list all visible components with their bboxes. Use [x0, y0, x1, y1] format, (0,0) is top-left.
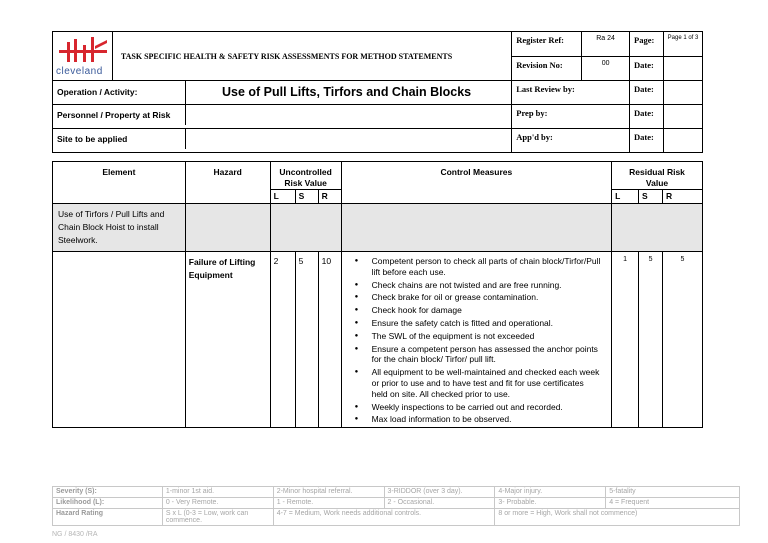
- severity-2: 2-Minor hospital referral.: [273, 487, 384, 498]
- likelihood-label: Likelihood (L):: [53, 498, 163, 509]
- control-item: ● Competent person to check all parts of chain block/Tirfor/Pull lift before each use.: [372, 256, 601, 278]
- footer-legend: [52, 486, 740, 526]
- severity-1: 1-minor 1st aid.: [162, 487, 273, 498]
- control-item: ● All equipment to be well-maintained and checked each week or prior to use and to have test and fit for use certificates held on site. All checked prior to use.: [372, 367, 601, 399]
- rating-high: 8 or more = High, Work shall not commence): [495, 509, 740, 526]
- control-item: ● Check chains are not twisted and are free running.: [372, 280, 601, 291]
- logo-cell: [53, 32, 113, 81]
- doc-ref: NG / 8430 /RA: [52, 531, 98, 538]
- r-r-value: 5: [663, 252, 703, 428]
- rating-label: Hazard Rating: [53, 509, 163, 526]
- site-label: Site to be applied: [53, 129, 186, 149]
- operation-label: Operation / Activity:: [53, 81, 186, 104]
- revision-value: 00: [582, 56, 630, 81]
- control-item: ● The SWL of the equipment is not exceeded: [372, 331, 601, 342]
- page-value: Page 1 of 3: [664, 32, 703, 57]
- date-label-2: Date:: [630, 81, 664, 105]
- control-item: ● Weekly inspections to be carried out and recorded.: [372, 402, 601, 413]
- severity-4: 4-Major injury.: [495, 487, 606, 498]
- col-hazard: Hazard: [185, 162, 270, 204]
- cleveland-logo-icon: [57, 36, 109, 66]
- register-ref-value: Ra 24: [582, 32, 630, 57]
- u-l-value: 2: [270, 252, 295, 428]
- rating-medium: 4-7 = Medium, Work needs additional controls.: [273, 509, 495, 526]
- header-table: [52, 31, 703, 153]
- element-text: Use of Tirfors / Pull Lifts and Chain Block Hoist to install Steelwork.: [53, 204, 186, 252]
- doc-title: TASK SPECIFIC HEALTH & SAFETY RISK ASSESSMENTS FOR METHOD STATEMENTS: [112, 32, 511, 81]
- col-element: Element: [53, 162, 186, 204]
- personnel-label: Personnel / Property at Risk: [53, 105, 186, 125]
- register-ref-label: Register Ref:: [512, 32, 582, 57]
- severity-5: 5-fatality: [606, 487, 740, 498]
- u-l-head: L: [270, 190, 295, 204]
- u-s-head: S: [295, 190, 318, 204]
- likelihood-0: 0 - Very Remote.: [162, 498, 273, 509]
- hazard-text: Failure of Lifting Equipment: [185, 252, 270, 428]
- r-l-value: 1: [612, 252, 639, 428]
- date-label-4: Date:: [630, 129, 664, 153]
- severity-3: 3-RIDDOR (over 3 day).: [384, 487, 495, 498]
- likelihood-3: 3- Probable.: [495, 498, 606, 509]
- revision-label: Revision No:: [512, 56, 582, 81]
- control-item: ● Check hook for damage: [372, 305, 601, 316]
- date-label-1: Date:: [630, 56, 664, 81]
- likelihood-2: 2 - Occasional.: [384, 498, 495, 509]
- col-residual: Residual Risk Value: [612, 162, 703, 190]
- control-item: ● Ensure a competent person has assessed the anchor points for the chain block/ Tirfor/ pull lift.: [372, 344, 601, 366]
- last-review-label: Last Review by:: [512, 81, 630, 105]
- control-item: ● Check brake for oil or grease contamination.: [372, 292, 601, 303]
- u-r-head: R: [318, 190, 341, 204]
- prep-label: Prep by:: [512, 105, 630, 129]
- logo-text: cleveland: [56, 66, 103, 77]
- page-label: Page:: [630, 32, 664, 57]
- personnel-value: [186, 105, 511, 125]
- r-s-head: S: [639, 190, 663, 204]
- likelihood-4: 4 = Frequent: [606, 498, 740, 509]
- control-item: ● Ensure the safety catch is fitted and operational.: [372, 318, 601, 329]
- control-item: ● Max load information to be observed.: [372, 414, 601, 425]
- risk-table: [52, 161, 703, 428]
- operation-value: Use of Pull Lifts, Tirfors and Chain Blocks: [222, 85, 472, 99]
- col-uncontrolled: Uncontrolled Risk Value: [270, 162, 341, 190]
- r-s-value: 5: [639, 252, 663, 428]
- control-measures: [341, 252, 611, 428]
- rating-low: S x L (0-3 = Low, work can commence.: [162, 509, 273, 526]
- col-control-measures: Control Measures: [341, 162, 611, 204]
- likelihood-1: 1 - Remote.: [273, 498, 384, 509]
- date-label-3: Date:: [630, 105, 664, 129]
- site-value: [186, 129, 511, 149]
- severity-label: Severity (S):: [53, 487, 163, 498]
- r-l-head: L: [612, 190, 639, 204]
- approved-label: App'd by:: [512, 129, 630, 153]
- u-r-value: 10: [318, 252, 341, 428]
- r-r-head: R: [663, 190, 703, 204]
- u-s-value: 5: [295, 252, 318, 428]
